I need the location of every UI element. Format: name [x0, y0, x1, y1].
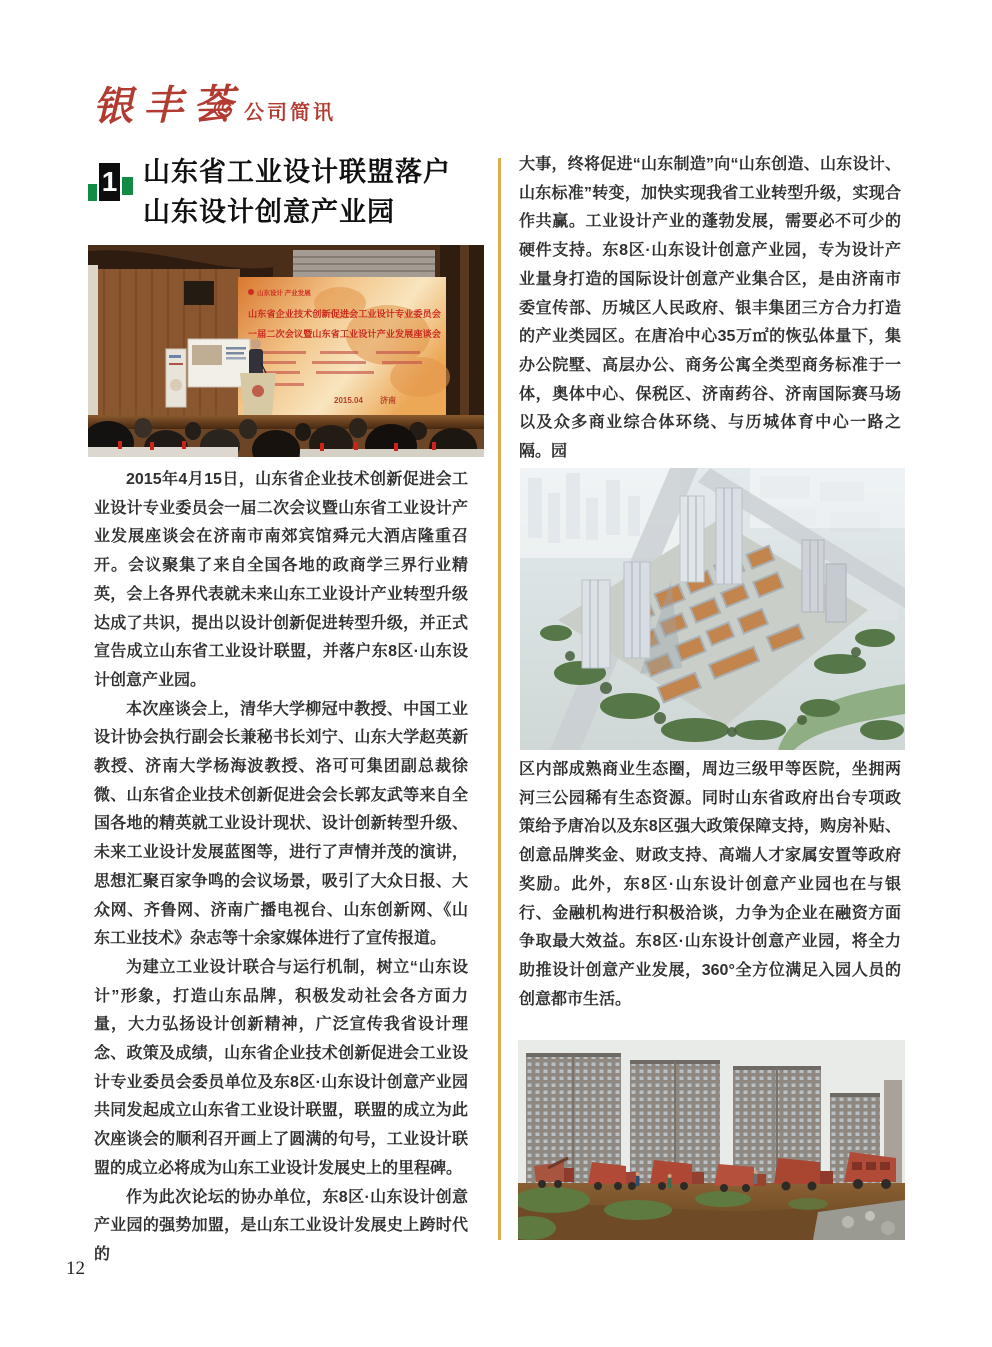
section-label: 公司简讯: [244, 102, 336, 124]
paragraph: 本次座谈会上，清华大学柳冠中教授、中国工业设计协会执行副会长兼秘书长刘宁、山东大学赵英新教授、济南大学杨海波教授、洛可可集团副总裁徐微、山东省企业技术创新促进会会长郭友武等来自全国各地的精英就工业设计现状、设计创新转型升级、未来工业设计发展蓝图等，进行了声情并茂的演讲，思想汇聚百家争鸣的会议场景，吸引了大众日报、大众网、齐鲁网、济南广播电视台、山东创新网、《山东工业技术》杂志等十余家媒体进行了宣传报道。: [94, 700, 468, 948]
paragraph: 2015年4月15日，山东省企业技术创新促进会工业设计专业委员会一届二次会议暨山东省工业设计产业发展座谈会在济南市南郊宾馆舜元大酒店隆重召开。会议聚集了来自全国各地的政商学三界行业精英，会上各界代表就未来山东工业设计产业转型升级达成了共识，提出以设计创新促进转型升级，并正式宣告成立山东省工业设计联盟，并落户东8区·山东设计创意产业园。: [94, 471, 468, 689]
banner-title-line2: 一届二次会议暨山东省工业设计产业发展座谈会: [248, 329, 441, 339]
badge-number: 1: [99, 163, 120, 201]
badge-green-left: [88, 184, 97, 201]
speaker: [251, 339, 261, 349]
article-title-line1: 山东省工业设计联盟落户: [143, 157, 451, 187]
article-title-line2: 山东设计创意产业园: [143, 197, 395, 227]
paragraph: 作为此次论坛的协办单位，东8区·山东设计创意产业园的强势加盟，是山东工业设计发展史上跨时代的: [94, 1188, 468, 1263]
article-body-right-column-top: [519, 151, 901, 467]
paragraph: 为建立工业设计联合与运行机制，树立“山东设计”形象，打造山东品牌，积极发动社会各方面力量，大力弘扬设计创新精神，广泛宣传我省设计理念、政策及成绩，山东省企业技术创新促进会工业设计专业委员会委员单位及东8区·山东设计创意产业园共同发起成立山东省工业设计联盟，联盟的成立为此次座谈会的顺利召开画上了圆满的句号，工业设计联盟的成立必将成为山东工业设计发展史上的里程碑。: [94, 958, 468, 1177]
article-body-right-column-bottom: [519, 756, 901, 1014]
article-body-left-column: [94, 466, 468, 1270]
banner-city: 济南: [380, 396, 396, 405]
banner-title-line1: 山东省企业技术创新促进会工业设计专业委员会: [248, 309, 441, 319]
banner-tagline: 山东设计 产业发展: [257, 290, 311, 297]
column-divider: [498, 158, 501, 1240]
badge-green-right: [122, 177, 133, 195]
construction-site-photo: [518, 1040, 905, 1240]
banner-date: 2015.04: [334, 396, 363, 405]
conference-photo: [88, 245, 484, 457]
article-number-badge: [88, 160, 134, 202]
banner-bullet-icon: [248, 289, 254, 295]
paragraph: 大事，终将促进“山东制造”向“山东创造、山东设计、山东标准”转变，加快实现我省工业转型升级，实现合作共赢。工业设计产业的蓬勃发展，需要必不可少的硬件支持。东8区·山东设计创意产业园，专为设计产业量身打造的国际设计创意产业集合区，是由济南市委宣传部、历城区人民政府、银丰集团三方合力打造的产业类园区。在唐冶中心35万㎡的恢弘体量下，集办公院墅、高层办公、商务公寓全类型商务标准于一体，奥体中心、保税区、济南药谷、济南国际赛马场以及众多商业综合体环绕、与历城体育中心一路之隔。园: [519, 156, 901, 461]
page-number: 12: [66, 1258, 85, 1279]
aerial-rendering-photo: [520, 468, 905, 750]
swirl-icon: [212, 98, 234, 120]
company-logo: 银丰荟: [92, 80, 244, 131]
article-title: [143, 152, 503, 232]
paragraph: 区内部成熟商业生态圈，周边三级甲等医院，坐拥两河三公园稀有生态资源。同时山东省政府出台专项政策给予唐冶以及东8区强大政策保障支持，购房补贴、创意品牌奖金、财政支持、高端人才家属安置等政府奖励。此外，东8区·山东设计创意产业园也在与银行、金融机构进行积极洽谈，力争为企业在融资方面争取最大效益。东8区·山东设计创意产业园，将全力助推设计创意产业发展，360°全方位满足入园人员的创意都市生活。: [519, 761, 901, 1008]
